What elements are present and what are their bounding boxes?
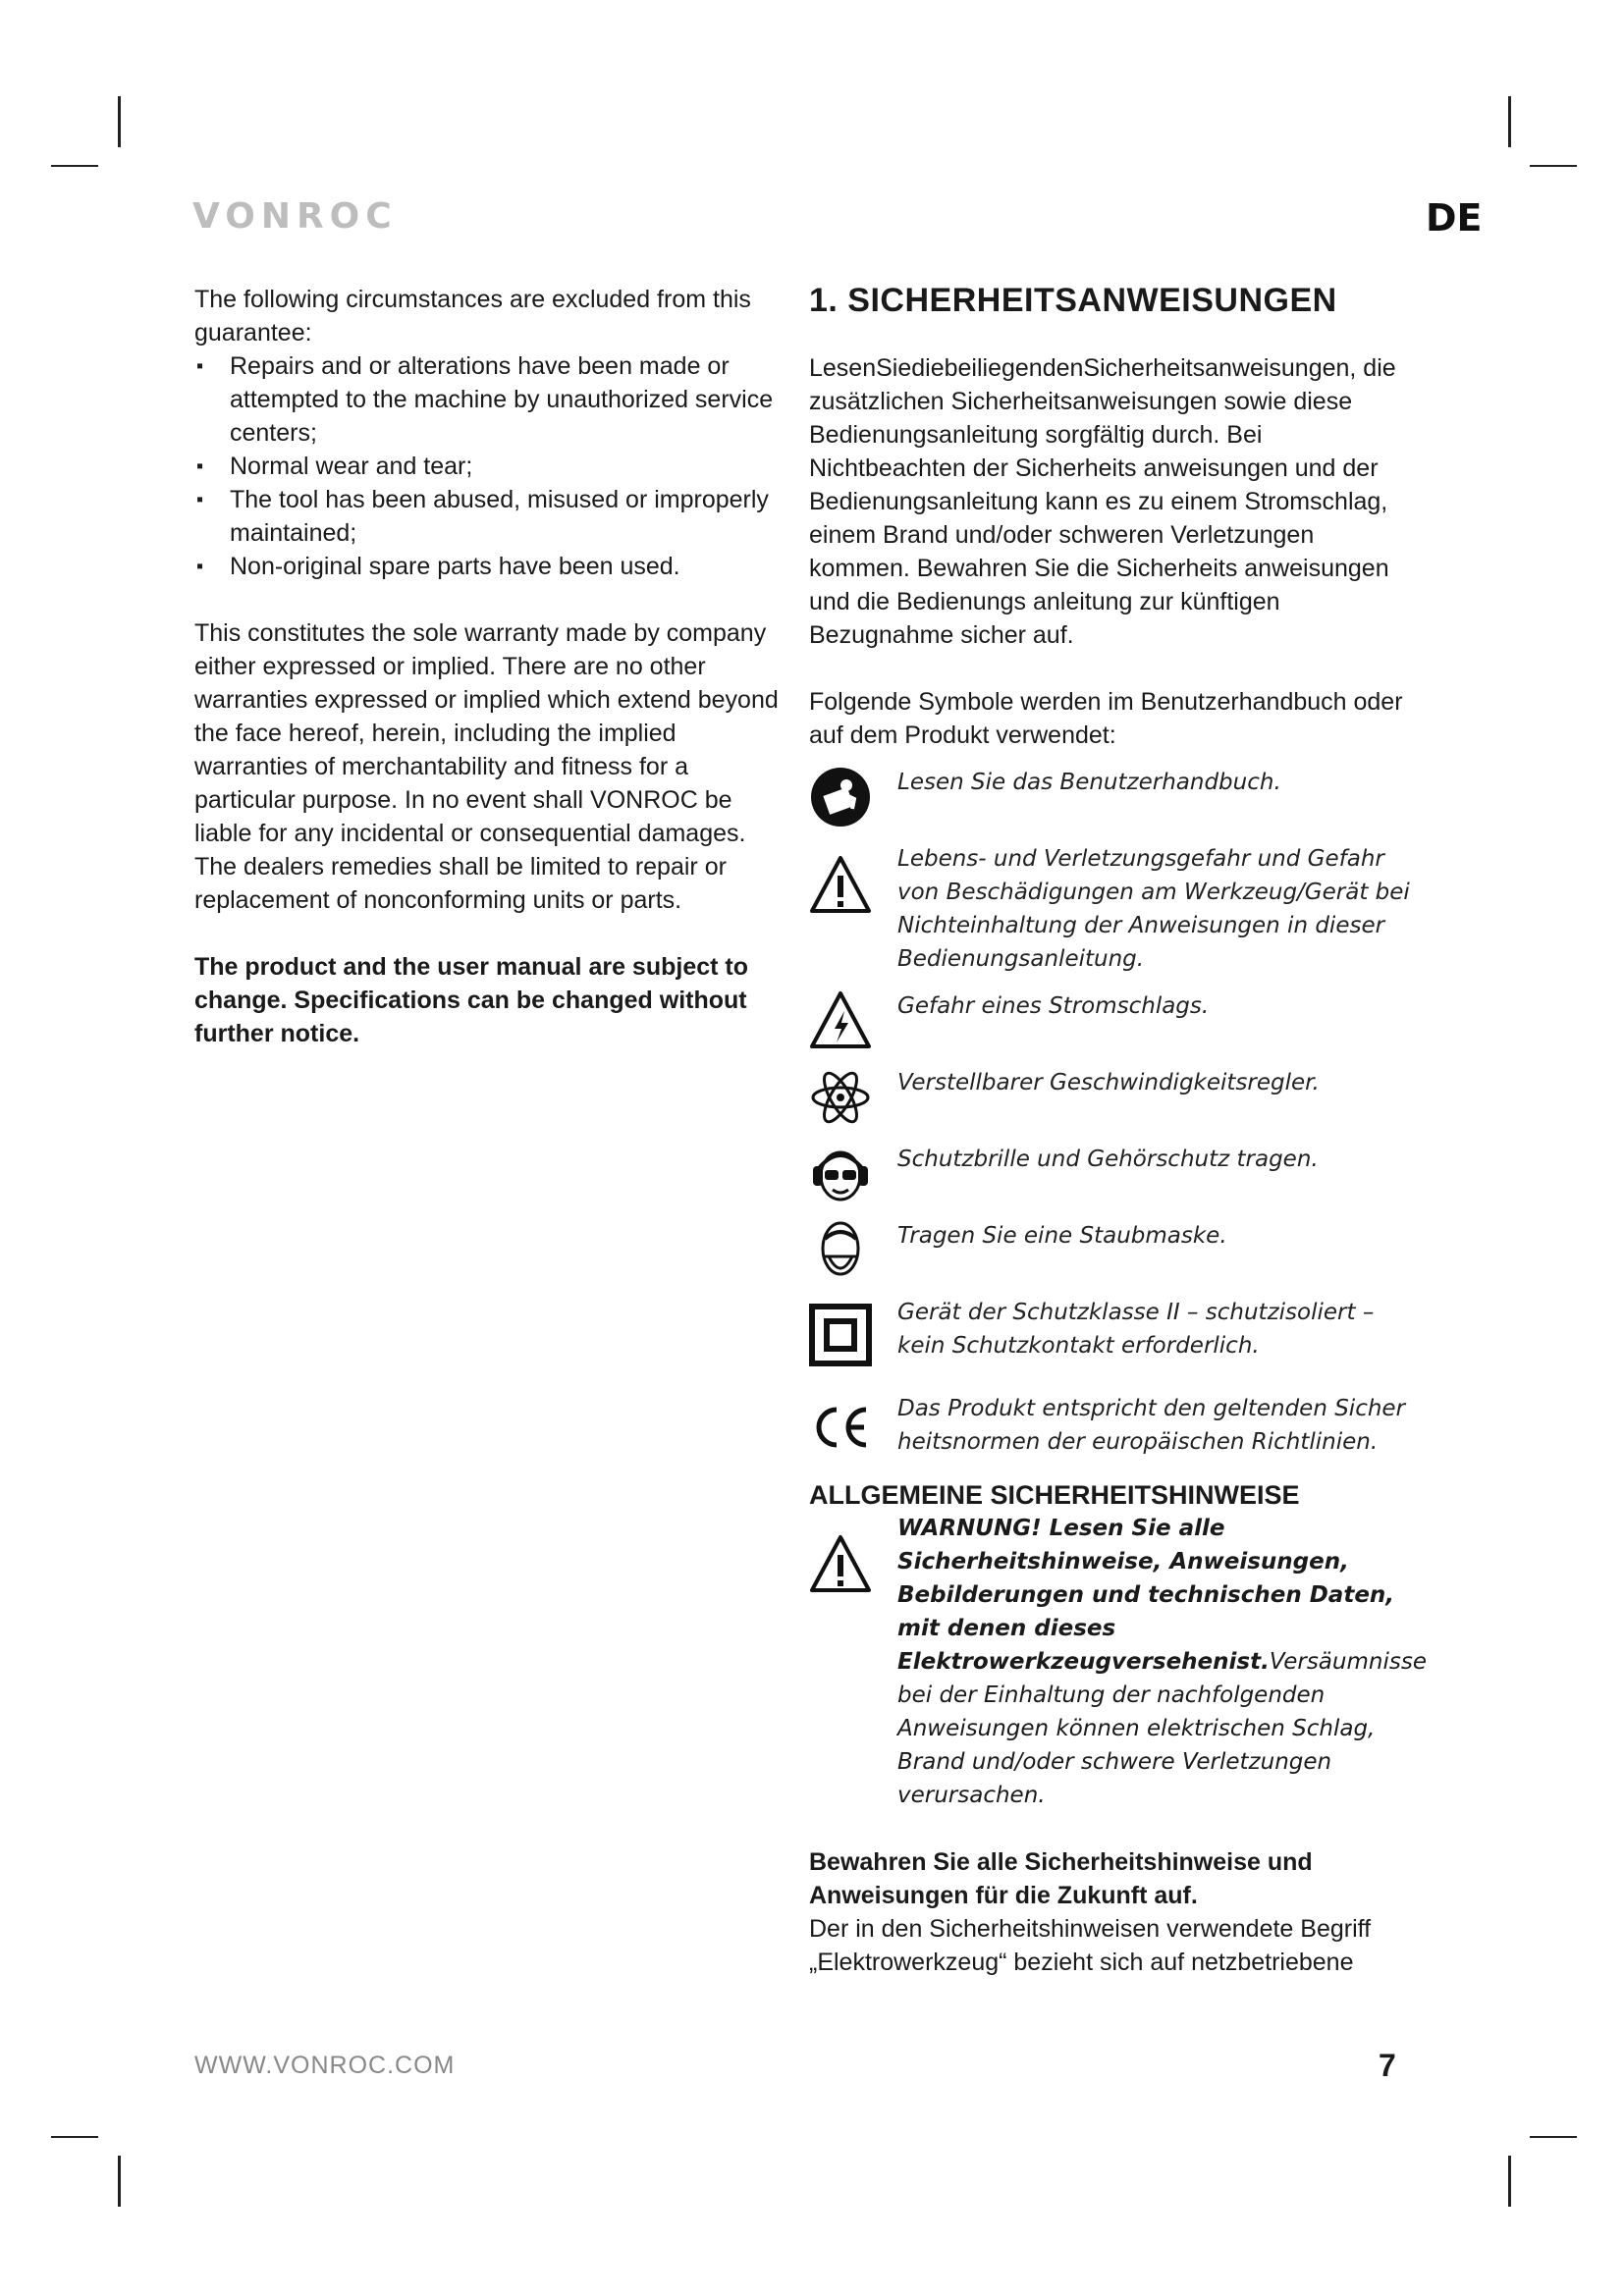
- crop-mark: [1530, 165, 1577, 167]
- section-title: 1. SICHERHEITSANWEISUNGEN: [809, 282, 1337, 319]
- symbol-text: Tragen Sie eine Staubmaske.: [897, 1223, 1227, 1249]
- list-item: ▪ Non-original spare parts have been used.: [194, 550, 793, 583]
- symbol-row: [809, 842, 1418, 976]
- symbol-text: Das Produkt entspricht den geltenden Sicher heitsnormen der europäischen Richtlinien.: [897, 1396, 1406, 1455]
- symbol-text: Lesen Sie das Benutzerhandbuch.: [897, 770, 1281, 795]
- symbol-row: [809, 766, 1418, 828]
- ce-mark-icon: [809, 1396, 872, 1459]
- symbol-text: Schutzbrille und Gehörschutz tragen.: [897, 1147, 1319, 1172]
- symbol-row: [809, 989, 1418, 1052]
- keep-notice: Bewahren Sie alle Sicherheitshinweise und Anweisungen für die Zukunft auf.: [809, 1848, 1313, 1909]
- list-item: ▪ Normal wear and tear;: [194, 450, 793, 483]
- list-item: ▪ The tool has been abused, misused or improperly maintained;: [194, 483, 793, 550]
- exclusion-list: [194, 349, 793, 583]
- goggles-earmuffs-icon: [809, 1143, 872, 1205]
- crop-mark: [1508, 2156, 1511, 2207]
- symbol-text: Verstellbarer Geschwindigkeitsregler.: [897, 1070, 1320, 1095]
- symbol-row: [809, 1296, 1418, 1366]
- left-column: [194, 283, 793, 1050]
- warning-triangle-icon: [809, 854, 872, 917]
- crop-mark: [1530, 2136, 1577, 2138]
- crop-mark: [118, 2156, 121, 2207]
- right-column: [809, 279, 1427, 1979]
- symbol-row: [809, 1392, 1418, 1459]
- electric-shock-icon: [809, 989, 872, 1052]
- symbol-text: Lebens- und Verletzungsgefahr und Gefahr von Beschädigungen am Werkzeug/Gerät bei Nichteinhaltung der Anweisungen in dieser Bedienungsanleitung.: [897, 846, 1410, 972]
- class-ii-insulation-icon: [809, 1304, 872, 1366]
- crop-mark: [51, 165, 98, 167]
- speed-regulator-icon: [809, 1066, 872, 1129]
- brand-logo: VONROC: [192, 196, 398, 237]
- symbol-row: [809, 1219, 1418, 1282]
- symbol-row: [809, 1143, 1418, 1205]
- symbols-intro: Folgende Symbole werden im Benutzerhandbuch oder auf dem Produkt verwendet:: [809, 688, 1403, 749]
- warranty-paragraph: This constitutes the sole warranty made by company either expressed or implied. There are no other warranties expressed or implied which extend beyond the face hereof, herein, including the implied warranties of merchantability and fitness for a particular purpose. In no event shall VONROC be liable for any incidental or consequential damages. The dealers remedies shall be limited to repair or replacement of nonconforming units or parts.: [194, 619, 779, 914]
- symbol-row: [809, 1066, 1418, 1129]
- crop-mark: [1508, 96, 1511, 147]
- language-code: DE: [1426, 196, 1483, 240]
- warning-bold-text: WARNUNG! Lesen Sie alle Sicherheitshinweise, Anweisungen, Bebilderungen und technischen Daten, mit denen dieses Elektrowerkzeugversehenist.: [897, 1516, 1395, 1675]
- crop-mark: [118, 96, 121, 147]
- symbol-text: Gerät der Schutzklasse II – schutzisoliert – kein Schutzkontakt erforderlich.: [897, 1300, 1375, 1359]
- safety-intro: LesenSiediebeiliegendenSicherheitsanweisungen, die zusätzlichen Sicherheitsanweisungen sowie diese Bedienungsanleitung sorgfältig durch. Bei Nichtbeachten der Sicherheits anweisungen und der Bedienungsanleitung kann es zu einem Stromschlag, einem Brand und/oder schweren Verletzungen kommen. Bewahren Sie die Sicherheits anweisungen und die Bedienungs anleitung zur künftigen Bezugnahme sicher auf.: [809, 354, 1396, 649]
- term-definition: Der in den Sicherheitshinweisen verwendete Begriff „Elektrowerkzeug“ bezieht sich auf netzbetriebene: [809, 1915, 1372, 1976]
- dust-mask-icon: [809, 1219, 872, 1282]
- page-number: 7: [1379, 2048, 1396, 2083]
- warning-text: [897, 1512, 1427, 1812]
- general-safety-title: ALLGEMEINE SICHERHEITSHINWEISE: [809, 1480, 1300, 1510]
- warning-triangle-icon: [809, 1533, 872, 1596]
- guarantee-intro: The following circumstances are excluded from this guarantee:: [194, 286, 751, 347]
- change-notice: The product and the user manual are subject to change. Specifications can be changed without further notice.: [194, 953, 748, 1047]
- list-item: ▪ Repairs and or alterations have been made or attempted to the machine by unauthorized service centers;: [194, 349, 793, 450]
- footer-url: WWW.VONROC.COM: [194, 2052, 456, 2079]
- symbol-text: Gefahr eines Stromschlags.: [897, 993, 1210, 1019]
- crop-mark: [51, 2136, 98, 2138]
- warning-rest-text: Versäumnisse bei der Einhaltung der nachfolgenden Anweisungen können elektrischen Schlag, Brand und/oder schwere Verletzungen verursachen.: [897, 1649, 1427, 1808]
- warning-block: [809, 1512, 1427, 1812]
- read-manual-icon: [809, 766, 872, 828]
